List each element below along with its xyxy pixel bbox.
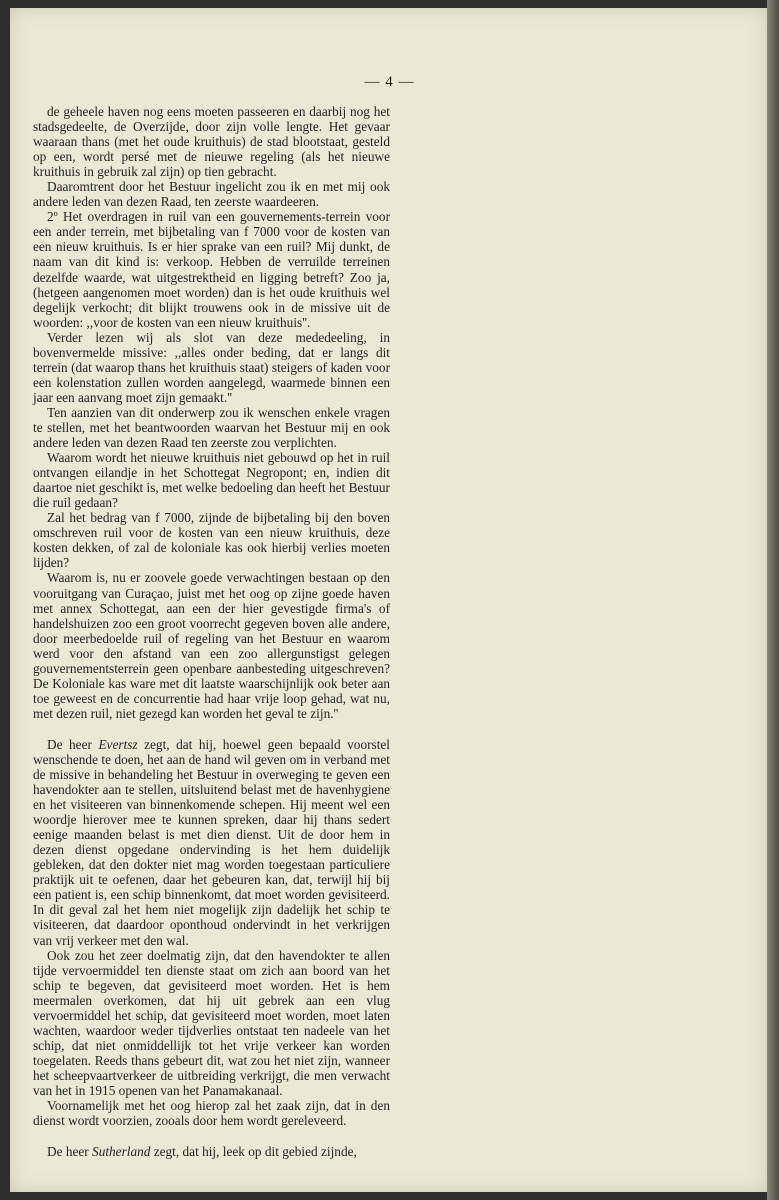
speaker-prefix: De heer [47, 1144, 93, 1160]
speaker-name: Sutherland [92, 1144, 151, 1160]
body-text [33, 104, 390, 1159]
paragraph: Waarom is, nu er zoovele goede verwachtingen bestaan op den vooruitgang van Curaçao, juist met het oog op zijne goede haven met annex Schottegat, aan een der hier gevestigde firma's of handelshuizen zoo een groot voorrecht gegeven boven alle andere, door meerbedoelde ruil of regeling van het Bestuur en waarom werd voor den afstand van een zoo allergunstigst gelegen gouvernementsterrein geen openbare aanbesteding uitgeschreven? De Koloniale kas ware met dit laatste waarschijnlijk ook beter aan toe geweest en de concurrentie had haar vrije loop gehad, wat nu, met dezen ruil, niet gezegd kan worden het geval te zijn.'' [33, 570, 390, 721]
paragraph: de geheele haven nog eens moeten passeeren en daarbij nog het stadsgedeelte, de Overzijde, door zijn volle lengte. Het gevaar waaraan thans (met het oude kruithuis) de stad blootstaat, gesteld op een, wordt persé met de nieuwe regeling (als het nieuwe kruithuis in gebruik zal zijn) op tien gebracht. [33, 104, 390, 180]
paragraph: Daaromtrent door het Bestuur ingelicht zou ik en met mij ook andere leden van dezen Raad, ten zeerste waardeeren. [33, 179, 390, 210]
speaker-text: zegt, dat hij, hoewel geen bepaald voorstel wenschende te doen, het aan de hand wil geven om in verband met de missive in behandeling het Bestuur in overweging te geven een havendokter aan te stellen, uitsluitend belast met de havenhygiene en het visiteeren van binnenkomende schepen. Hij meent wel een woordje hierover mee te kunnen spreken, daar hij thans sedert eenige maanden belast is met dien dienst. Uit de door hem in dezen dienst opgedane ondervinding is het hem duidelijk gebleken, dat den dokter niet mag worden toegestaan particuliere praktijk uit te oefenen, daar het gebeuren kan, dat, terwijl hij bij een patient is, een schip binnenkomt, dat moet worden gevisiteerd. In dit geval zal het hem niet mogelijk zijn dadelijk het schip te visiteeren, dat daardoor oponthoud ondervindt in het verkrijgen van vrij verkeer met den wal. [33, 736, 390, 948]
paragraph: Waarom wordt het nieuwe kruithuis niet gebouwd op het in ruil ontvangen eilandje in het Schottegat Negropont; en, indien dit daartoe niet geschikt is, met welke bedoeling dan heeft het Bestuur die ruil gedaan? [33, 450, 390, 511]
page-number: — 4 — [364, 74, 415, 90]
paragraph: Voornamelijk met het oog hierop zal het zaak zijn, dat in den dienst wordt voorzien, zooals door hem wordt gereleveerd. [33, 1098, 390, 1129]
paragraph: Verder lezen wij als slot van deze mededeeling, in bovenvermelde missive: ,,alles onder beding, dat er langs dit terrein (dat waarop thans het kruithuis staat) steigers of kaden voor een kolenstation zullen worden aangelegd, waarmede binnen een jaar een aanvang moet zijn gemaakt.'' [33, 329, 390, 405]
page-edge-shadow [767, 0, 779, 1200]
speaker-name: Evertsz [98, 736, 138, 752]
speaker-prefix: De heer [47, 736, 99, 752]
paragraph-speaker [33, 737, 390, 948]
paragraph: Ten aanzien van dit onderwerp zou ik wenschen enkele vragen te stellen, met het beantwoorden waarvan het Bestuur mij en ook andere leden van dezen Raad ten zeerste zou verplichten. [33, 404, 390, 451]
paragraph: Ook zou het zeer doelmatig zijn, dat den havendokter te allen tijde vervoermiddel ten dienste staat om zich aan boord van het schip te begeven, dat gevisiteerd moet worden. Het is hem meermalen overkomen, dat hij uit gebrek aan een vlug vervoermiddel het schip, dat gevisiteerd moet worden, moet laten wachten, waardoor weder tijdverlies ontstaat ten nadeele van het schip, dat niet onmiddellijk tot het vrije verkeer kan worden toegelaten. Reeds thans gebeurt dit, wat zou het niet zijn, wanneer het scheepvaartverkeer de uitbreiding verkrijgt, die men verwacht van het in 1915 openen van het Panamakanaal. [33, 947, 390, 1098]
paragraph: Zal het bedrag van f 7000, zijnde de bijbetaling bij den boven omschreven ruil voor de kosten van een nieuw kruithuis, deze kosten dekken, of zal de koloniale kas ook hierbij verlies moeten lijden? [33, 510, 390, 571]
paragraph: 2º Het overdragen in ruil van een gouvernements-terrein voor een ander terrein, met bijbetaling van f 7000 voor de kosten van een nieuw kruithuis. Is er hier sprake van een ruil? Mij dunkt, de naam van dit kind is: verkoop. Hebben de verruilde terreinen dezelfde waarde, wat uitgestrektheid en ligging betreft? Zoo ja, (hetgeen aangenomen moet worden) dan is het oude kruithuis wel degelijk verkocht; dit blijkt trouwens ook in de missive uit de woorden: ,,voor de kosten van een nieuw kruithuis''. [33, 209, 390, 330]
paragraph-speaker [33, 1144, 390, 1159]
speaker-text: zegt, dat hij, leek op dit gebied zijnde, [150, 1144, 357, 1160]
